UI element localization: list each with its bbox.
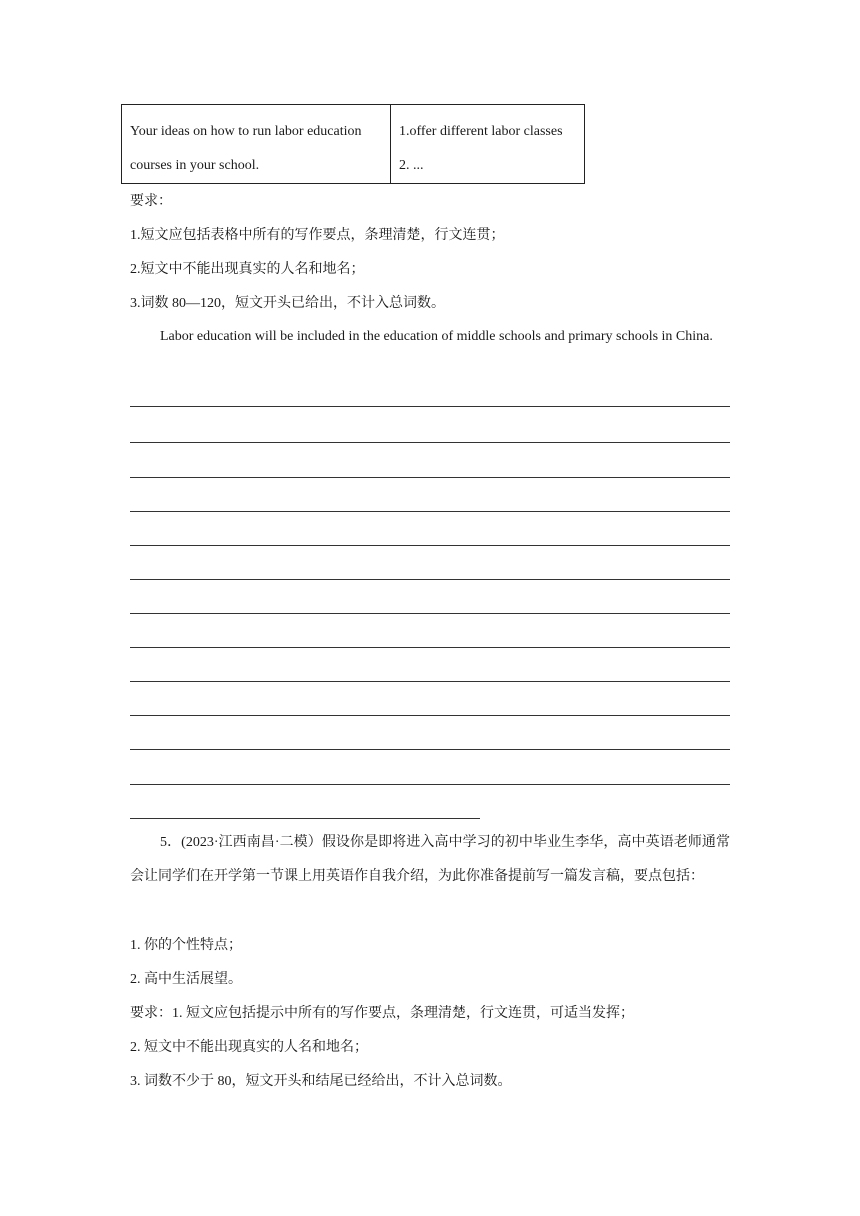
answer-line	[130, 511, 730, 512]
essay-opening: Labor education will be included in the education of middle schools and primary schools in China.	[160, 329, 713, 344]
answer-line	[130, 613, 730, 614]
topic-line-1: Your ideas on how to run labor education	[130, 124, 362, 139]
point-line-2: 2. ...	[399, 158, 424, 173]
answer-line	[130, 545, 730, 546]
answer-line	[130, 647, 730, 648]
requirement-item: 2. 短文中不能出现真实的人名和地名；	[130, 1040, 368, 1055]
answer-line	[130, 442, 730, 443]
requirements-heading: 要求：	[130, 194, 172, 209]
answer-line	[130, 406, 730, 407]
answer-line	[130, 579, 730, 580]
requirement-item: 3.词数 80—120，短文开头已给出，不计入总词数。	[130, 296, 445, 311]
answer-line	[130, 681, 730, 682]
writing-point: 1. 你的个性特点；	[130, 938, 242, 953]
answer-line	[130, 477, 730, 478]
table-cell-topic	[122, 105, 391, 184]
table-cell-points	[391, 105, 585, 184]
requirement-item: 3. 词数不少于 80，短文开头和结尾已经给出，不计入总词数。	[130, 1074, 512, 1089]
answer-line	[130, 784, 730, 785]
question-5-intro: 5．(2023·江西南昌·二模）假设你是即将进入高中学习的初中毕业生李华，高中英语老师通常会让同学们在开学第一节课上用英语作自我介绍，为此你准备提前写一篇发言稿，要点包括：	[130, 835, 730, 884]
answer-line	[130, 818, 480, 819]
requirement-item: 1.短文应包括表格中所有的写作要点，条理清楚，行文连贯；	[130, 228, 505, 243]
answer-line	[130, 715, 730, 716]
answer-line	[130, 749, 730, 750]
topic-line-2: courses in your school.	[130, 158, 260, 173]
requirement-item: 要求：1. 短文应包括提示中所有的写作要点，条理清楚，行文连贯，可适当发挥；	[130, 1006, 634, 1021]
point-line-1: 1.offer different labor classes	[399, 124, 563, 139]
writing-point: 2. 高中生活展望。	[130, 972, 242, 987]
requirement-item: 2.短文中不能出现真实的人名和地名；	[130, 262, 365, 277]
table-row	[122, 105, 585, 184]
outline-table	[121, 104, 585, 184]
